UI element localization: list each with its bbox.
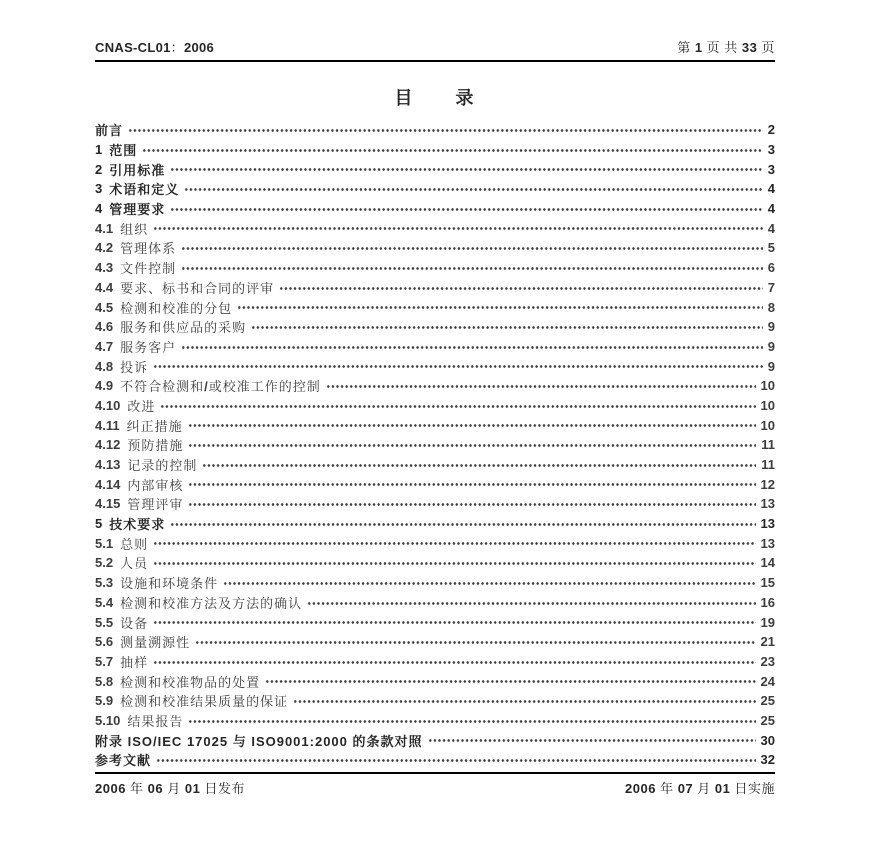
toc-row	[95, 455, 775, 475]
toc-item-label: 管理体系	[120, 241, 177, 257]
toc-item-number: 4.7	[95, 338, 114, 354]
toc-page-number: 15	[760, 575, 775, 591]
toc-item-number: 5.3	[95, 575, 114, 591]
dot-leader	[170, 199, 763, 219]
toc-row	[95, 337, 775, 357]
toc-item-number: 4.15	[95, 496, 121, 512]
dot-leader	[293, 691, 755, 711]
toc-item-number: 5.5	[95, 614, 114, 630]
toc-item-number: 4.1	[95, 220, 114, 236]
dot-leader	[265, 671, 755, 691]
toc-item-number: 4.5	[95, 299, 114, 315]
toc-row	[95, 593, 775, 613]
dot-leader	[153, 652, 755, 672]
toc-row	[95, 573, 775, 593]
toc-item-label: 总则	[120, 536, 149, 552]
toc-page-number: 5	[767, 240, 775, 256]
page-title: 目 录	[394, 88, 476, 108]
toc-row	[95, 317, 775, 337]
toc-item-label: 不符合检测和/或校准工作的控制	[120, 379, 321, 395]
toc-item-label: 内部审核	[127, 477, 184, 493]
dot-leader	[181, 337, 763, 357]
toc-item-label: 文件控制	[120, 261, 177, 277]
toc-page-number: 32	[760, 752, 775, 768]
toc-row	[95, 238, 775, 258]
toc-page-number: 8	[767, 299, 775, 315]
toc-row	[95, 159, 775, 179]
dot-leader	[153, 553, 755, 573]
toc-item-number: 4.8	[95, 358, 114, 374]
toc-item-number: 5.2	[95, 555, 114, 571]
toc-item-number: 4.10	[95, 397, 121, 413]
toc-page-number: 11	[761, 437, 775, 453]
page-indicator: 第 1 页 共 33 页	[677, 40, 775, 55]
toc-page-number: 9	[767, 319, 775, 335]
toc-item-number: 5.1	[95, 535, 114, 551]
dot-leader	[188, 711, 755, 731]
dot-leader	[188, 474, 755, 494]
toc-page-number: 4	[767, 201, 775, 217]
toc-page-number: 10	[760, 397, 775, 413]
dot-leader	[188, 494, 755, 514]
toc-item-label: 设施和环境条件	[120, 576, 219, 592]
release-date: 2006 年 06 月 01 日发布	[95, 781, 245, 796]
toc-page-number: 12	[760, 476, 775, 492]
toc-row	[95, 553, 775, 573]
toc-item-number: 5.9	[95, 693, 114, 709]
toc-page-number: 19	[760, 614, 775, 630]
toc-row	[95, 750, 775, 770]
toc-item-number: 4.13	[95, 457, 121, 473]
toc-page-number: 9	[767, 338, 775, 354]
toc-page-number: 10	[760, 378, 775, 394]
dot-leader	[160, 396, 755, 416]
toc-item-label: 检测和校准物品的处置	[120, 674, 261, 690]
toc-item-label: 检测和校准方法及方法的确认	[120, 595, 303, 611]
toc-row	[95, 730, 775, 750]
toc-item-label: 附录 ISO/IEC 17025 与 ISO9001:2000 的条款对照	[95, 733, 423, 749]
toc-item-label: 改进	[127, 398, 156, 414]
toc-row	[95, 258, 775, 278]
toc-row	[95, 652, 775, 672]
toc-page-number: 21	[760, 634, 775, 650]
dot-leader	[181, 258, 763, 278]
toc-row	[95, 218, 775, 238]
dot-leader	[156, 750, 756, 770]
toc-item-number: 5.7	[95, 653, 114, 669]
toc-page-number: 16	[760, 594, 775, 610]
toc-page-number: 3	[767, 142, 775, 158]
toc-row	[95, 691, 775, 711]
toc-row	[95, 120, 775, 140]
toc-page-number: 10	[760, 417, 775, 433]
toc-item-label: 管理要求	[109, 202, 166, 218]
toc-row	[95, 494, 775, 514]
toc-item-number: 4.11	[95, 417, 120, 433]
toc-item-number: 2	[95, 161, 103, 177]
toc-item-label: 投诉	[120, 359, 149, 375]
toc-page-number: 25	[760, 712, 775, 728]
dot-leader	[170, 514, 755, 534]
toc-row	[95, 297, 775, 317]
toc-row	[95, 278, 775, 298]
toc-item-number: 1	[95, 142, 103, 158]
dot-leader	[326, 376, 756, 396]
page-header	[95, 37, 775, 62]
toc-item-label: 术语和定义	[109, 182, 180, 198]
toc-row	[95, 396, 775, 416]
dot-leader	[251, 317, 763, 337]
toc-page-number: 7	[767, 279, 775, 295]
implementation-date: 2006 年 07 月 01 日实施	[625, 781, 775, 796]
toc-item-label: 要求、标书和合同的评审	[120, 280, 275, 296]
toc-item-label: 测量溯源性	[120, 635, 191, 651]
toc-row	[95, 671, 775, 691]
dot-leader	[142, 140, 763, 160]
toc-item-label: 结果报告	[127, 713, 184, 729]
dot-leader	[153, 533, 755, 553]
dot-leader	[307, 593, 755, 613]
doc-code: CNAS-CL01：2006	[95, 40, 215, 55]
dot-leader	[153, 218, 763, 238]
toc-item-label: 引用标准	[109, 162, 166, 178]
toc-list	[95, 120, 775, 770]
toc-page-number: 3	[767, 161, 775, 177]
toc-item-label: 记录的控制	[127, 458, 198, 474]
toc-row	[95, 140, 775, 160]
toc-item-label: 检测和校准结果质量的保证	[120, 694, 289, 710]
toc-item-number: 5.10	[95, 712, 121, 728]
toc-row	[95, 632, 775, 652]
toc-row	[95, 199, 775, 219]
dot-leader	[181, 238, 763, 258]
toc-item-label: 服务客户	[120, 339, 177, 355]
toc-page-number: 11	[761, 457, 775, 473]
dot-leader	[279, 278, 763, 298]
toc-page-number: 6	[767, 260, 775, 276]
toc-item-label: 检测和校准的分包	[120, 300, 233, 316]
toc-page-number: 24	[760, 673, 775, 689]
dot-leader	[153, 356, 763, 376]
toc-page-number: 13	[760, 516, 775, 532]
toc-item-number: 4.9	[95, 378, 114, 394]
toc-page-number: 13	[760, 535, 775, 551]
dot-leader	[223, 573, 755, 593]
toc-item-label: 技术要求	[109, 517, 166, 533]
toc-item-number: 4.2	[95, 240, 114, 256]
toc-row	[95, 415, 775, 435]
dot-leader	[202, 455, 756, 475]
toc-page-number: 13	[760, 496, 775, 512]
toc-page-number: 4	[767, 220, 775, 236]
dot-leader	[428, 730, 756, 750]
toc-item-label: 前言	[95, 123, 124, 139]
toc-row	[95, 376, 775, 396]
toc-row	[95, 356, 775, 376]
toc-item-label: 设备	[120, 615, 149, 631]
toc-item-label: 预防措施	[127, 438, 184, 454]
toc-item-label: 纠正措施	[126, 418, 183, 434]
page-footer	[95, 772, 775, 797]
toc-item-label: 范围	[109, 143, 138, 159]
dot-leader	[195, 632, 755, 652]
toc-page-number: 4	[767, 181, 775, 197]
toc-item-number: 5.8	[95, 673, 114, 689]
toc-item-number: 4.12	[95, 437, 121, 453]
toc-row	[95, 179, 775, 199]
toc-item-label: 参考文献	[95, 753, 152, 769]
dot-leader	[128, 120, 763, 140]
toc-item-number: 5.6	[95, 634, 114, 650]
toc-item-label: 抽样	[120, 654, 149, 670]
toc-item-number: 5.4	[95, 594, 114, 610]
toc-item-label: 人员	[120, 556, 149, 572]
toc-item-number: 4.3	[95, 260, 114, 276]
dot-leader	[188, 435, 756, 455]
header-rule	[95, 60, 775, 62]
dot-leader	[188, 415, 756, 435]
dot-leader	[184, 179, 763, 199]
toc-page-number: 14	[760, 555, 775, 571]
toc-row	[95, 514, 775, 534]
toc-row	[95, 533, 775, 553]
toc-page-number: 25	[760, 693, 775, 709]
dot-leader	[237, 297, 763, 317]
dot-leader	[170, 159, 763, 179]
toc-item-label: 组织	[120, 221, 149, 237]
toc-page-number: 30	[760, 732, 775, 748]
dot-leader	[153, 612, 755, 632]
toc-item-number: 4.6	[95, 319, 114, 335]
toc-row	[95, 612, 775, 632]
toc-page-number: 2	[767, 122, 775, 138]
toc-page-number: 23	[760, 653, 775, 669]
toc-row	[95, 474, 775, 494]
toc-item-label: 管理评审	[127, 497, 184, 513]
toc-item-number: 3	[95, 181, 103, 197]
toc-item-number: 4.4	[95, 279, 114, 295]
toc-row	[95, 711, 775, 731]
toc-item-number: 5	[95, 516, 103, 532]
toc-page-number: 9	[767, 358, 775, 374]
toc-item-number: 4	[95, 201, 103, 217]
toc-row	[95, 435, 775, 455]
toc-item-label: 服务和供应品的采购	[120, 320, 247, 336]
toc-item-number: 4.14	[95, 476, 121, 492]
